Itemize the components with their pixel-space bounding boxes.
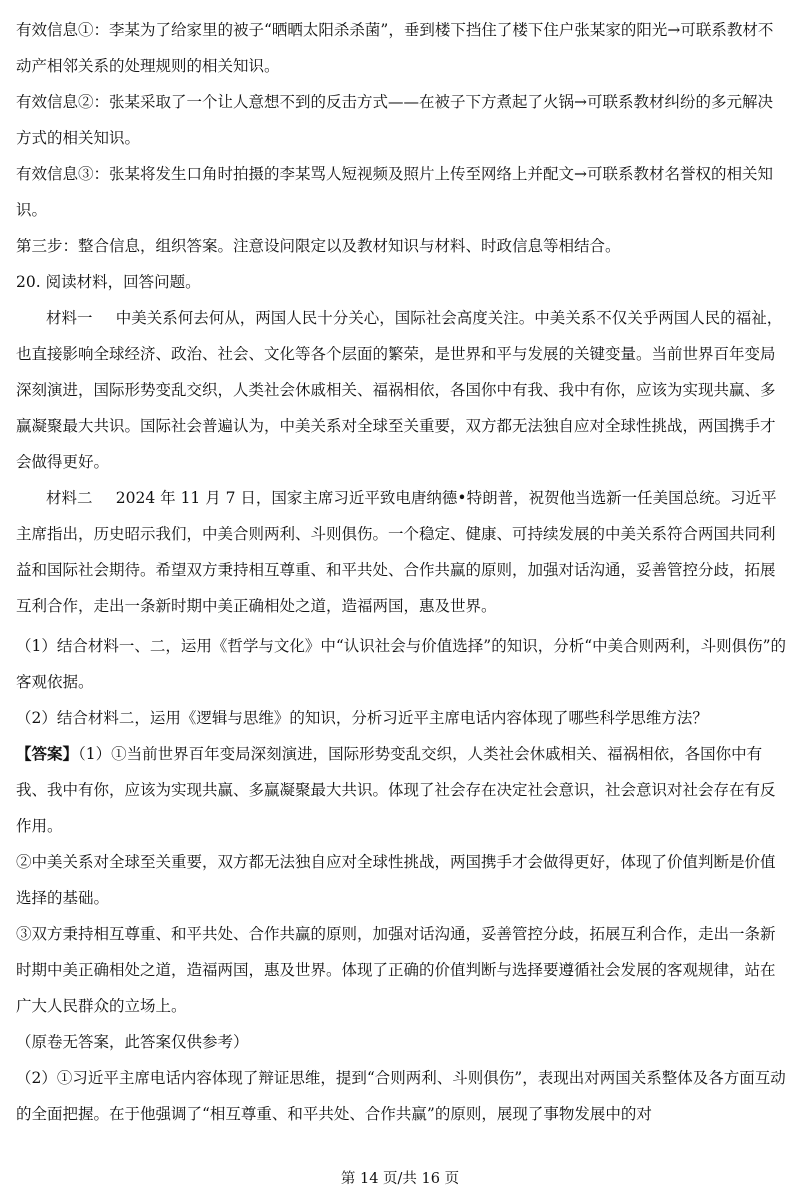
- material-two-text: 2024 年 11 月 7 日，国家主席习近平致电唐纳德•特朗普，祝贺他当选新一任美国总统。习近平主席指出，历史昭示我们，中美合则两利、斗则俱伤。一个稳定、健康、可持续发展的中美关系符合两国共同利益和国际社会期待。希望双方秉持相互尊重、和平共处、合作共赢的原则，加强对话沟通，妥善管控分歧，拓展互利合作，走出一条新时期中美正确相处之道，造福两国，惠及世界。: [16, 489, 777, 615]
- sub-question-2: （2）结合材料二，运用《逻辑与思维》的知识，分析习近平主席电话内容体现了哪些科学思维方法？: [16, 709, 708, 727]
- material-two-label: 材料二: [46, 489, 93, 507]
- answer-1-part-2: ②中美关系对全球至关重要，双方都无法独自应对全球性挑战，两国携手才会做得更好，体现了价值判断是价值选择的基础。: [16, 853, 776, 907]
- answer-note: （原卷无答案，此答案仅供参考）: [16, 1033, 249, 1051]
- info-1: 有效信息①：李某为了给家里的被子“晒晒太阳杀杀菌”，垂到楼下挡住了楼下住户张某家的阳光→可联系教材不动产相邻关系的处理规则的相关知识。: [16, 21, 774, 75]
- info-2: 有效信息②：张某采取了一个让人意想不到的反击方式——在被子下方煮起了火锅→可联系教材纠纷的多元解决方式的相关知识。: [16, 93, 773, 147]
- question-20-heading: 20. 阅读材料，回答问题。: [16, 273, 201, 291]
- sub-question-1: （1）结合材料一、二，运用《哲学与文化》中“认识社会与价值选择”的知识，分析“中美合则两利，斗则俱伤”的客观依据。: [16, 637, 787, 691]
- info-3: 有效信息③：张某将发生口角时拍摄的李某骂人短视频及照片上传至网络上并配文→可联系教材名誉权的相关知识。: [16, 165, 773, 219]
- material-two: [16, 480, 788, 624]
- material-one-text: 中美关系何去何从，两国人民十分关心，国际社会高度关注。中美关系不仅关乎两国人民的福祉，也直接影响全球经济、政治、社会、文化等各个层面的繁荣，是世界和平与发展的关键变量。当前世界百年变局深刻演进，国际形势变乱交织，人类社会休戚相关、福祸相依，各国你中有我、我中有你，应该为实现共赢、多赢凝聚最大共识。国际社会普遍认为，中美关系对全球至关重要，双方都无法独自应对全球性挑战，两国携手才会做得更好。: [16, 309, 783, 471]
- answer-1-part-1: [16, 736, 788, 844]
- answer-tag: 【答案】: [16, 744, 79, 763]
- answer-1-part-3: ③双方秉持相互尊重、和平共处、合作共赢的原则，加强对话沟通，妥善管控分歧，拓展互利合作，走出一条新时期中美正确相处之道，造福两国，惠及世界。体现了正确的价值判断与选择要遵循社会发展的客观规律，站在广大人民群众的立场上。: [16, 925, 776, 1015]
- answer-1-part-1-text: （1）①当前世界百年变局深刻演进，国际形势变乱交织，人类社会休戚相关、福祸相依，各国你中有我、我中有你，应该为实现共赢、多赢凝聚最大共识。体现了社会存在决定社会意识，社会意识对社会存在有反作用。: [16, 745, 776, 835]
- material-one: [16, 300, 788, 480]
- material-one-label: 材料一: [46, 309, 93, 327]
- page-number-footer: 第 14 页/共 16 页: [340, 1171, 460, 1187]
- step-three: 第三步：整合信息，组织答案。注意设问限定以及教材知识与材料、时政信息等相结合。: [16, 237, 621, 255]
- answer-2-part-1: （2）①习近平主席电话内容体现了辩证思维，提到“合则两利、斗则俱伤”，表现出对两国关系整体及各方面互动的全面把握。在于他强调了“相互尊重、和平共处、合作共赢”的原则，展现了事物发展中的对: [16, 1069, 786, 1123]
